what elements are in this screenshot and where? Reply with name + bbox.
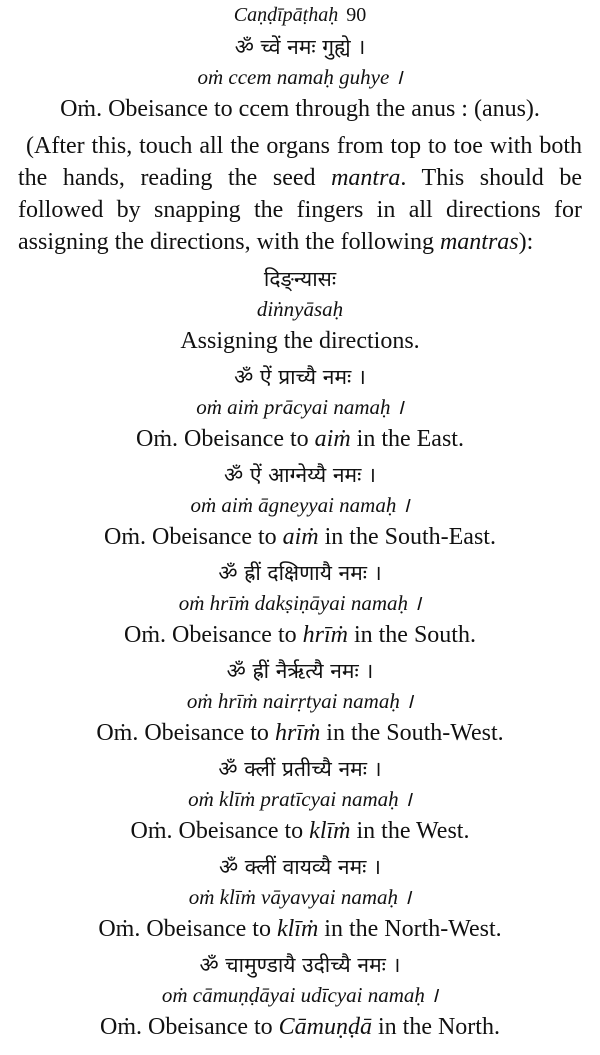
- english-line: [18, 1010, 582, 1044]
- english-line: Assigning the directions.: [180, 328, 420, 354]
- instruction-text: ):: [518, 229, 534, 255]
- devanagari-line: ॐ क्लीं प्रतीच्यै नमः ।: [218, 757, 382, 781]
- transliteration-line: oṁ hrīṁ nairṛtyai namaḥ ।: [186, 689, 414, 713]
- english-line: Oṁ. Obeisance to ccem through the anus : (anus).: [60, 96, 540, 122]
- english-line: [18, 618, 582, 652]
- english-text: in the South-East.: [318, 524, 496, 550]
- verse-north: [18, 950, 582, 1044]
- verse-west: [18, 754, 582, 848]
- transliteration-line: diṅnyāsaḥ: [256, 297, 344, 321]
- devanagari-line: ॐ क्लीं वायव्यै नमः ।: [218, 855, 382, 879]
- english-line: [18, 520, 582, 554]
- devanagari-line: ॐ चामुण्डायै उदीच्यै नमः ।: [199, 953, 401, 977]
- instruction-text: . This should be followed by snapping the fingers in all directions for assigning the directions, with the following: [18, 165, 582, 255]
- page-number: 90: [346, 4, 367, 26]
- verse-south-east: [18, 460, 582, 554]
- english-text: in the North-West.: [318, 916, 502, 942]
- devanagari-line: ॐ ह्रीं दक्षिणायै नमः ।: [218, 561, 382, 585]
- transliteration-line: oṁ hrīṁ dakṣiṇāyai namaḥ ।: [178, 591, 422, 615]
- english-text: Oṁ. Obeisance to: [104, 524, 283, 550]
- english-line: [18, 814, 582, 848]
- transliteration-line: oṁ cāmuṇḍāyai udīcyai namaḥ ।: [161, 983, 439, 1007]
- seed-syllable: hrīṁ: [302, 622, 348, 648]
- english-text: in the North.: [371, 1014, 500, 1040]
- header-title: Caṇḍīpāṭhaḥ: [233, 4, 339, 26]
- english-text: in the South-West.: [320, 720, 504, 746]
- devanagari-line: दिङ्न्यासः: [263, 267, 337, 291]
- verse-south: [18, 558, 582, 652]
- verse-list: [18, 362, 582, 1044]
- english-text: Oṁ. Obeisance to: [136, 426, 315, 452]
- transliteration-line: oṁ klīṁ vāyavyai namaḥ ।: [188, 885, 412, 909]
- english-text: Oṁ. Obeisance to: [130, 818, 310, 844]
- seed-syllable: aiṁ: [282, 524, 319, 550]
- seed-syllable: aiṁ: [314, 426, 351, 452]
- devanagari-line: ॐ ह्रीं नैर्ऋत्यै नमः ।: [226, 659, 374, 683]
- devanagari-line: ॐ ऐं प्राच्यै नमः ।: [234, 365, 366, 389]
- instruction-paragraph: [18, 130, 582, 258]
- english-text: in the South.: [347, 622, 476, 648]
- intro-verse: [18, 32, 582, 126]
- devanagari-line: ॐ ऐं आग्नेय्यै नमः ।: [224, 463, 376, 487]
- seed-syllable: klīṁ: [276, 916, 319, 942]
- instruction-italic: mantras: [439, 229, 519, 255]
- english-text: Oṁ. Obeisance to: [100, 1014, 279, 1040]
- instruction-text: (After this, touch all the organs from top to toe with both the hands, reading the seed: [18, 133, 582, 191]
- verse-north-west: [18, 852, 582, 946]
- english-text: in the East.: [350, 426, 464, 452]
- english-line: [18, 422, 582, 456]
- english-text: Oṁ. Obeisance to: [98, 916, 277, 942]
- running-header: [18, 2, 582, 28]
- transliteration-line: oṁ ccem namaḥ guhye ।: [197, 65, 403, 89]
- seed-syllable: Cāmuṇḍā: [278, 1014, 372, 1040]
- transliteration-line: oṁ klīṁ pratīcyai namaḥ ।: [188, 787, 412, 811]
- english-line: [18, 912, 582, 946]
- transliteration-line: oṁ aiṁ prācyai namaḥ ।: [196, 395, 404, 419]
- transliteration-line: oṁ aiṁ āgneyyai namaḥ ।: [190, 493, 410, 517]
- instruction-italic: mantra: [331, 165, 401, 191]
- english-text: Oṁ. Obeisance to: [96, 720, 275, 746]
- english-text: in the West.: [350, 818, 470, 844]
- seed-syllable: hrīṁ: [274, 720, 321, 746]
- english-line: [18, 716, 582, 750]
- english-text: Oṁ. Obeisance to: [124, 622, 303, 648]
- section-heading: [18, 264, 582, 358]
- seed-syllable: klīṁ: [309, 818, 351, 844]
- verse-south-west: [18, 656, 582, 750]
- devanagari-line: ॐ च्वें नमः गुह्ये ।: [234, 35, 366, 59]
- verse-east: [18, 362, 582, 456]
